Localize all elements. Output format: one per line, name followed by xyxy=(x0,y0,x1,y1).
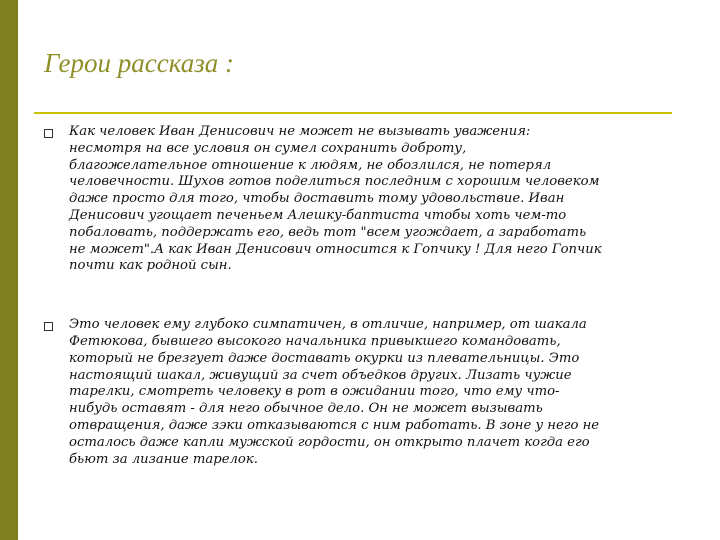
bullet-text: Как человек Иван Денисович не может не вызывать уважения: несмотря на все условия он сумел сохранить доброту, благожелательное отношение к людям, не обозлился, не потерял человечности. Шухов готов поделиться последним с хорошим человеком даже просто для того, чтобы доставить тому удовольствие. Иван Денисович угощает печеньем Алешку-баптиста чтобы хоть чем-то побаловать, поддержать его, ведь тот "всем угождает, а заработать не может".А как Иван Денисович относится к Гопчику ! Для него Гопчик почти как родной сын. xyxy=(69,124,602,274)
square-bullet-icon xyxy=(44,129,53,138)
bullet-list xyxy=(44,124,604,468)
title-divider xyxy=(34,112,672,114)
slide-title: Герои рассказа : xyxy=(44,48,234,78)
bullet-text: Это человек ему глубоко симпатичен, в отличие, например, от шакала Фетюкова, бывшего высокого начальника привыкшего командовать, который не брезгует даже доставать окурки из плевательницы. Это настоящий шакал, живущий за счет объедков других. Лизать чужие тарелки, смотреть человеку в рот в ожидании того, что ему что-нибудь оставят - для него обычное дело. Он не может вызывать отвращения, даже зэки отказываются с ним работать. В зоне у него не осталось даже капли мужской гордости, он открыто плачет когда его бьют за лизание тарелок. xyxy=(69,317,600,467)
list-item xyxy=(44,317,604,468)
square-bullet-icon xyxy=(44,322,53,331)
list-item xyxy=(44,124,604,275)
left-accent-bar xyxy=(0,0,18,540)
